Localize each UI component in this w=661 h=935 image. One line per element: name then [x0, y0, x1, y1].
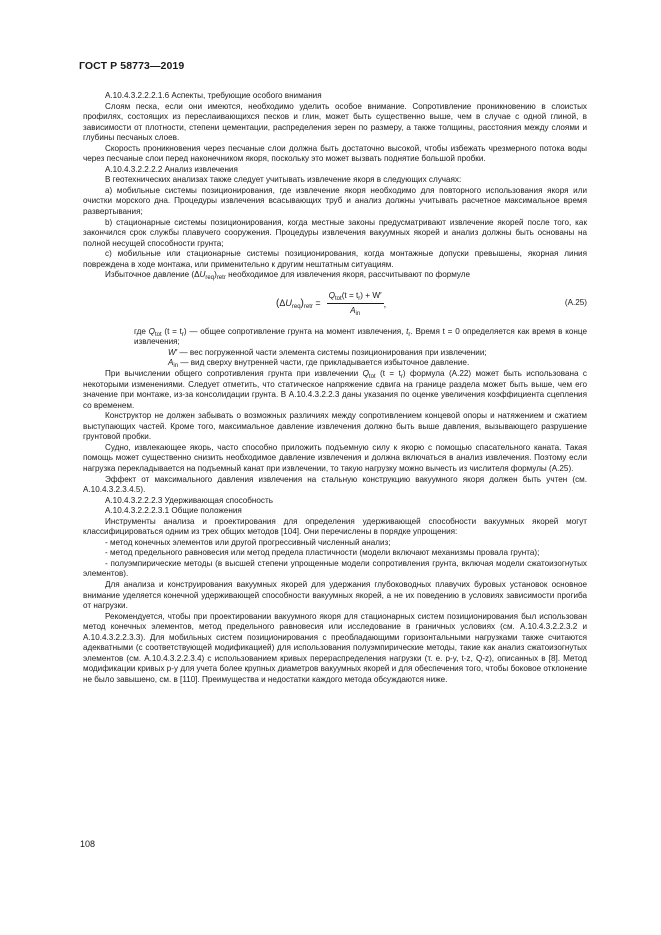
section-heading: А.10.4.3.2.2.2.2 Анализ извлечения — [105, 164, 238, 174]
page-number: 108 — [80, 839, 96, 849]
section-heading: А.10.4.3.2.2.2.1.6 Аспекты, требующие особого внимания — [105, 91, 322, 100]
formula-number: (А.25) — [564, 297, 587, 307]
section-heading: А.10.4.3.2.2.2.3.1 Общие положения — [105, 506, 242, 516]
list-item: - метод конечных элементов или другой прогрессивный численный анализ; — [105, 537, 391, 547]
paragraph: Для анализа и конструирования вакуумных якорей для удержания глубоководных плавучих буровых установок основное внимание уделяется конечной удерживающей способности вакуумных якорей, а не их поведению в условиях зависимости прогиба от нагрузки. — [83, 579, 587, 611]
formula-intro: Избыточное давление $(\Delta U_{req})_{retr}$ необходимое для извлечения якоря, рассчитывают по формуле — [105, 270, 471, 282]
legend-row-q: где $Q_{tot}$ $(t = t_r)$ — общее сопротивление грунта на момент извлечения, $t_r$. Время t = 0 определяется как время в конце извлечения; — [134, 326, 587, 347]
paragraph: При вычислении общего сопротивления грунта при извлечении $Q_{tot}$ $(t = t_r)$ формула (А.22) может быть использована с некоторыми изменениями. Следует отметить, что статическое напряжение сдвига на границе раздела может быть выше, чем его значение при монтаже, из-за консолидации грунта. В А.10.4.3.2.2.3 даны указания по оценке увеличения коэффициента сцепления со временем. — [83, 369, 587, 410]
paragraph: Эффект от максимального давления извлечения на стальную конструкцию вакуумного якоря должен быть учтен (см. А.10.4.3.2.3.4.5). — [83, 474, 587, 495]
paragraph: Судно, извлекающее якорь, часто способно приложить подъемную силу к якорю с помощью спасательного каната. Такая помощь может существенно снизить необходимое давление извлечения и должна включаться в анализ извлечения. Поэтому если нагрузка перекладывается на подъемный канат при извлечении, то такую нагрузку можно вычесть из числителя формулы (А.25). — [83, 442, 587, 473]
list-item: c) мобильные или стационарные системы позиционирования, когда монтажные допуски превышены, якорная линия повреждена в ходе монтажа, или применительно к другим нештатным ситуациям. — [83, 249, 587, 269]
paragraph: Рекомендуется, чтобы при проектировании вакуумного якоря для стационарных систем позиционирования был использован метод конечных элементов, метод предельного равновесия или исследование в граничных условиях (см. А.10.4.3.2.2.3.2 и А.10.4.3.2.2.3.3). Для мобильных систем позиционирования с преобладающими горизонтальными нагрузками также считаются адекватными (с соответствующей модификацией) для использования полуэмпирические методы, такие как анализ сжатоизогнутых элементов (см. А.10.4.3.2.2.3.4) с использованием кривых перераспределения нагрузки (т. е. p-y, t-z, Q-z), описанных в [8]. Метод модификации кривых p-y для учета более крупных диаметров вакуумных якорей и для обеспечения того, чтобы боковое отклонение не было завышено, см. в [110]. Преимущества и недостатки каждого метода обсуждаются ниже. — [83, 611, 587, 684]
formula-legend — [83, 327, 587, 369]
paragraph: Инструменты анализа и проектирования для определения удерживающей способности вакуумных якорей могут классифицироваться одним из трех общих методов [104]. Они перечислены в порядке упрощения: — [83, 516, 587, 537]
formula-fraction: $\frac{Q_{tot}(t = t_r) + W'}{A_{in}}$ — [328, 290, 382, 318]
paragraph: Скорость проникновения через песчаные слои должна быть достаточно высокой, чтобы избежать чрезмерного потока воды через песчаные слои перед наконечником якоря, поскольку это может вызвать поднятие большой пробки. — [83, 143, 587, 164]
formula-lhs: $(\Delta U_{req})_{retr}$ = — [276, 298, 321, 311]
legend-row-w: W′ — вес погруженной части элемента системы позиционирования при извлечении; — [168, 347, 487, 357]
paragraph: В геотехнических анализах также следует учитывать извлечение якоря в следующих случаях: — [105, 175, 462, 185]
paragraph: Конструктор не должен забывать о возможных различиях между сопротивлением концевой опоры и натяжением и сжатием выступающих частей. Кроме того, максимальное давление извлечения должно быть выше давления, вызывающего разрушение грунтовой пробки. — [83, 411, 587, 442]
formula-a25: $(\Delta U_{req})_{retr}$ = $\frac{Q_{tot}(t = t_r) + W'}{A_{in}}$ , (А.25) — [276, 290, 587, 318]
list-item: a) мобильные системы позиционирования, где извлечение якоря необходимо для повторного использования якоря или очистки морского дна. Процедуры извлечения всасывающих труб и анализ должны учитывать расчетное максимальное время развертывания; — [83, 185, 587, 217]
list-item: - полуэмпирические методы (в высшей степени упрощенные модели сопротивления грунта, включая модели сжатоизогнутых элементов). — [83, 558, 587, 579]
legend-row-a: $A_{in}$ — вид сверху внутренней части, где прикладывается избыточное давление. — [168, 358, 470, 370]
section-heading: А.10.4.3.2.2.2.3 Удерживающая способность — [105, 495, 273, 505]
paragraph: Слоям песка, если они имеются, необходимо уделить особое внимание. Сопротивление проникновению в слоистых профилях, состоящих из переслаивающихся песков и глин, может быть существенно выше, чем в случае с одной глиной, в зависимости от плотности, степени цементации, распределения зерен по размеру, а также толщины, расстояния между слоями и глубины песчаных слоев. — [83, 101, 587, 143]
list-item: b) стационарные системы позиционирования, когда местные законы предусматривают извлечение якорей после того, как закончился срок службы плавучего сооружения. Процедуры извлечения вакуумных якорей и анализ должны быть основаны на полной несущей способности грунта; — [83, 217, 587, 248]
document-body — [83, 91, 587, 685]
document-header: ГОСТ Р 58773—2019 — [79, 60, 185, 72]
list-item: - метод предельного равновесия или метод предела пластичности (модели включают механизмы провала грунта); — [105, 548, 540, 558]
